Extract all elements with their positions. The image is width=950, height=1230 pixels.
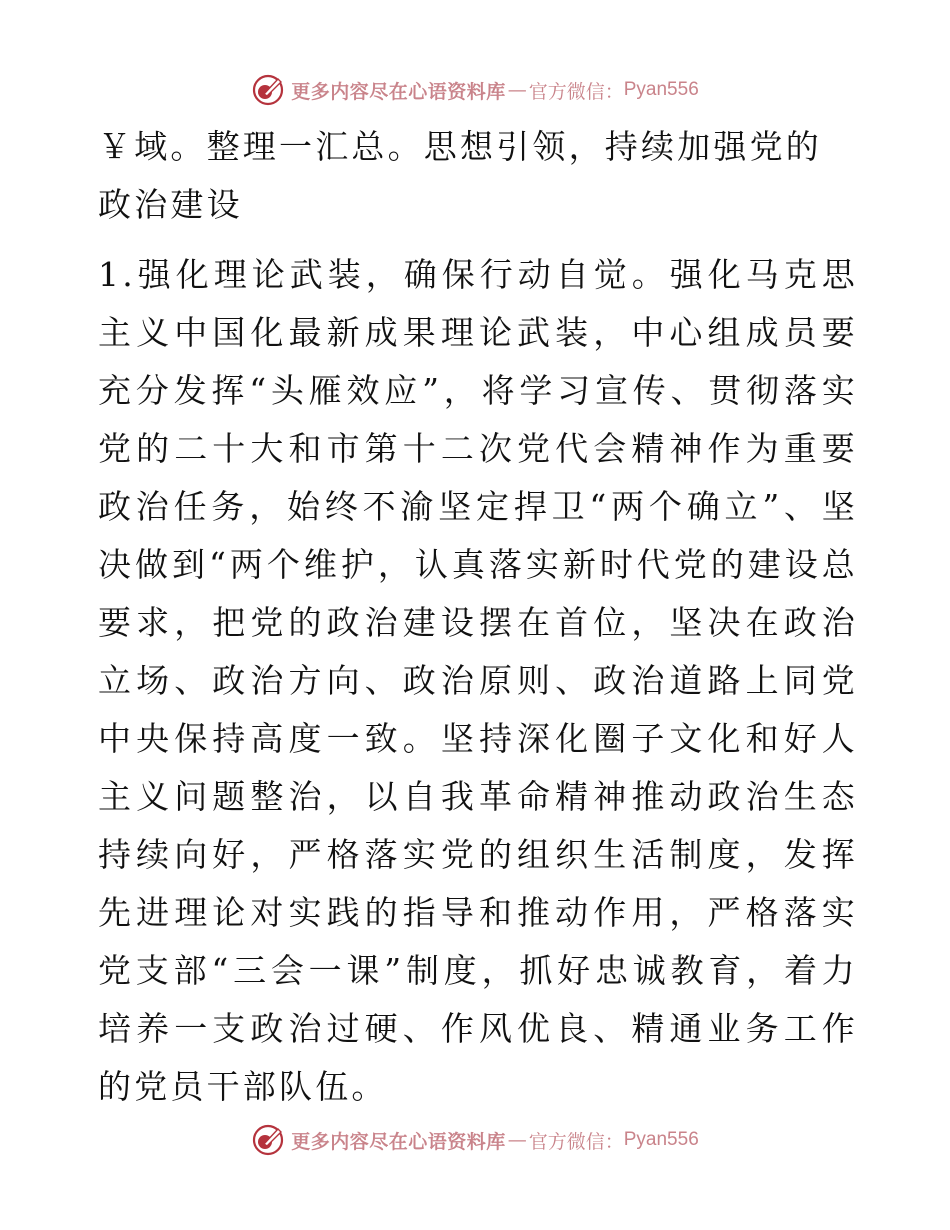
body-paragraph: 1.强化理论武装，确保行动自觉。强化马克思主义中国化最新成果理论武装，中心组成员要充分发挥“头雁效应”，将学习宣传、贯彻落实党的二十大和市第十二次党代会精神作为重要政治任务，始终不渝坚定捍卫“两个确立”、坚决做到“两个维护，认真落实新时代党的建设总要求，把党的政治建设摆在首位，坚决在政治立场、政治方向、政治原则、政治道路上同党中央保持高度一致。坚持深化圈子文化和好人主义问题整治，以自我革命精神推动政治生态持续向好，严格落实党的组织生活制度，发挥先进理论对实践的指导和推动作用，严格落实党支部“三会一课”制度，抓好忠诚教育，着力培养一支政治过硬、作风优良、精通业务工作的党员干部队伍。 bbox=[98, 255, 858, 1106]
pen-logo-icon bbox=[251, 73, 285, 107]
banner-wechat-label: 官方微信： bbox=[528, 1130, 624, 1153]
header-banner bbox=[0, 68, 950, 112]
banner-wechat-label: 官方微信： bbox=[528, 80, 624, 103]
document-body bbox=[98, 118, 858, 1116]
banner-wechat-id: Pyan556 bbox=[623, 79, 699, 100]
banner-separator: — bbox=[507, 79, 527, 101]
banner-separator: — bbox=[507, 1129, 527, 1151]
pen-logo-icon bbox=[251, 1123, 285, 1157]
banner-brand-text: 更多内容尽在心语资料库 bbox=[291, 80, 506, 103]
footer-banner bbox=[0, 1118, 950, 1162]
banner-brand-text: 更多内容尽在心语资料库 bbox=[291, 1130, 506, 1153]
banner-wechat-id: Pyan556 bbox=[623, 1129, 699, 1150]
section-heading: ￥域。整理一汇总。思想引领，持续加强党的政治建设 bbox=[98, 127, 822, 224]
